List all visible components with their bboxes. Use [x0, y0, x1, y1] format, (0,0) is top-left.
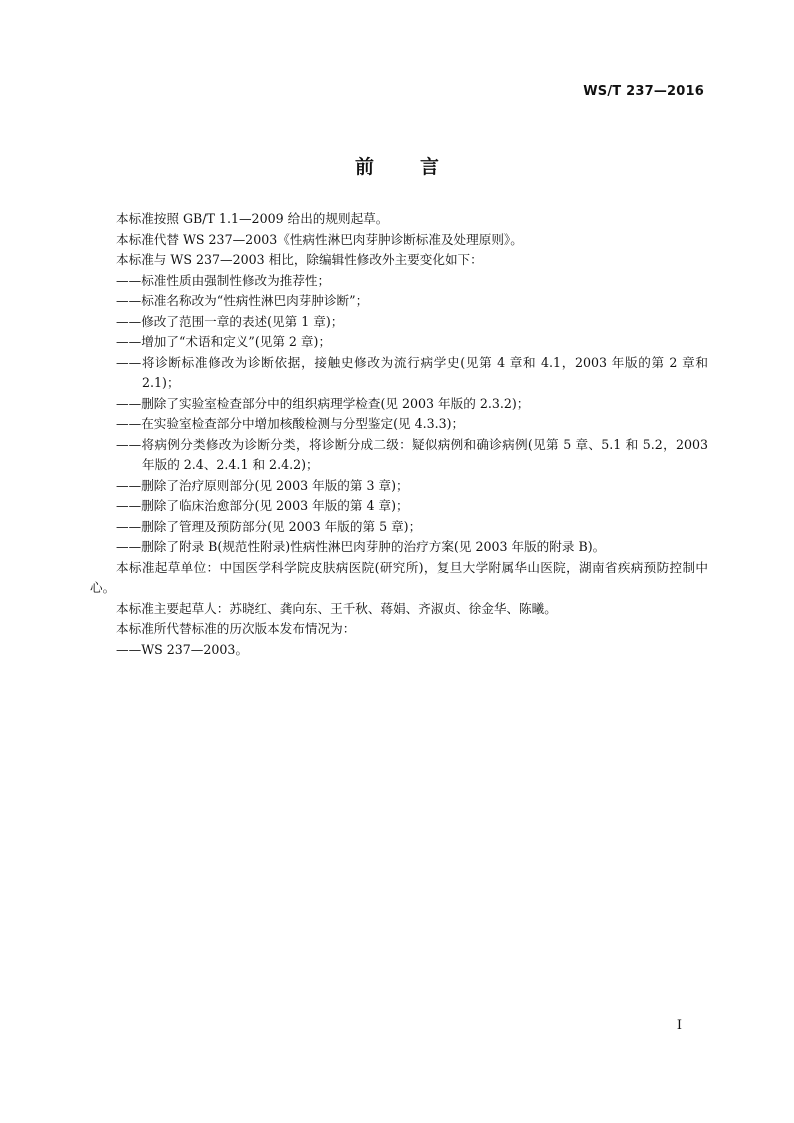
change-item: ——删除了治疗原则部分(见 2003 年版的第 3 章)； [116, 477, 409, 493]
change-item: ——将诊断标准修改为诊断依据，接触史修改为流行病学史(见第 4 章和 4.1，2003 年版的第 2 章和 2.1)； [116, 354, 708, 390]
history-item: ——WS 237—2003。 [116, 641, 249, 657]
change-item: ——删除了实验室检查部分中的组织病理学检查(见 2003 年版的 2.3.2)； [116, 395, 530, 411]
change-item: ——标准名称改为“性病性淋巴肉芽肿诊断”； [116, 293, 369, 308]
change-item: ——删除了管理及预防部分(见 2003 年版的第 5 章)； [116, 518, 422, 534]
change-item: ——删除了临床治愈部分(见 2003 年版的第 4 章)； [116, 498, 409, 513]
change-item: ——删除了附录 B(规范性附录)性病性淋巴肉芽肿的治疗方案(见 2003 年版的附录 B)。 [116, 539, 606, 554]
change-item: ——修改了范围一章的表述(见第 1 章)； [116, 313, 344, 329]
paragraph-drafting-rules: 本标准按照 GB/T 1.1—2009 给出的规则起草。 [116, 211, 389, 226]
paragraph-version-history-intro: 本标准所代替标准的历次版本发布情况为： [116, 621, 356, 636]
page-number: I [676, 1018, 682, 1033]
change-item: ——将病例分类修改为诊断分类，将诊断分成二级：疑似病例和确诊病例(见第 5 章、5.1 和 5.2，2003 年版的 2.4、2.4.1 和 2.4.2)； [116, 436, 708, 472]
change-item: ——在实验室检查部分中增加核酸检测与分型鉴定(见 4.3.3)； [116, 416, 465, 431]
paragraph-replaces: 本标准代替 WS 237—2003《性病性淋巴肉芽肿诊断标准及处理原则》。 [116, 231, 523, 247]
page-title: 前言 [354, 156, 485, 178]
foreword-body [90, 209, 708, 660]
paragraph-drafters: 本标准主要起草人：苏晓红、龚向东、王千秋、蒋娟、齐淑贞、徐金华、陈曦。 [116, 600, 557, 616]
standard-code: WS/T 237—2016 [583, 84, 704, 99]
change-item: ——增加了“术语和定义”(见第 2 章)； [116, 334, 332, 349]
paragraph-changes-intro: 本标准与 WS 237—2003 相比，除编辑性修改外主要变化如下： [116, 252, 483, 267]
paragraph-drafting-units: 本标准起草单位：中国医学科学院皮肤病医院(研究所)，复旦大学附属华山医院，湖南省疾病预防控制中心。 [90, 559, 708, 595]
change-item: ——标准性质由强制性修改为推荐性； [116, 272, 331, 288]
